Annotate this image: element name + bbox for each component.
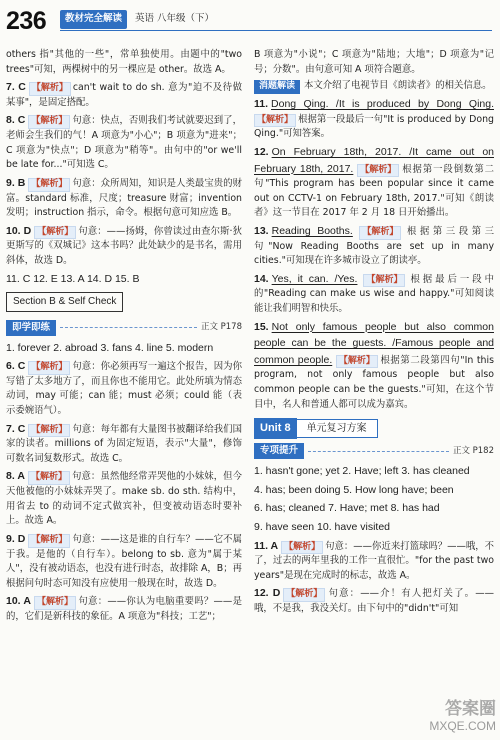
answer-item: 11. A 【解析】 句意：——你近来打篮球吗？——哦，不了，过去的两年里我的工作一直很忙。"for the past two years"是现在完成时的标志，故选 A。: [254, 539, 494, 581]
answer-row-1-5: 1. forever 2. abroad 3. fans 4. line 5. modern: [6, 341, 214, 354]
fill-row: 6. has; cleaned 7. Have; met 8. has had: [254, 502, 440, 515]
answer-item: 7. C 【解析】 can't wait to do sh. 意为"迫不及待做某事"，是固定搭配。: [6, 81, 242, 108]
practice-bar: [6, 320, 242, 336]
answer-item: 9. B 【解析】 句意：众所周知，知识是人类最宝贵的财富。standard 标准，尺度；treasure 财富；invention 发明；instruction 指示，命令。根据句意可知应选 B。: [6, 176, 242, 219]
improvement-label: 专项提升: [254, 443, 304, 459]
reading-summary: 消题解读 本文介绍了电视节目《朗读者》的相关信息。: [254, 79, 494, 94]
bar-divider: [60, 327, 197, 328]
answer-item: 11. Dong Qing. /It is produced by Dong Qing. 【解析】 根据第一段最后一句"It is produced by Dong Qing."可知答案。: [254, 98, 494, 140]
answer-item: 14. Yes, it can. /Yes. 【解析】 根据最后一段中的"Reading can make us wise and happy."可知阅读能让我们明智和快乐。: [254, 272, 495, 315]
right-intro: B 项意为"小说"；C 项意为"陆地；大地"；D 项意为"记号；分数"。由句意可知 A 项符合题意。: [254, 49, 494, 75]
answer-item: 9. D 【解析】 句意：——这是谁的自行车？——它不属于我。是他的（自行车）。belong to sb. 意为"属于某人"，没有被动语态，也没有进行时态，故排除 A，B；再根据问句时态可知没有应使用一般现在时，故选 D。: [6, 532, 242, 589]
watermark-logo: 答案圈 MXQE.COM: [429, 699, 496, 734]
header-band: [60, 10, 214, 29]
left-intro: others 指"其他的一些"，常单独使用。由题中的"two trees"可知，两棵树中的另一棵应是 other。故选 A。: [6, 49, 242, 75]
answer-item: 7. C 【解析】 句意：每年都有大量图书被翻译给我们国家的读者。millions of 为固定短语，表示"大量"，修饰可数名词复数形式。故选 C。: [6, 422, 242, 464]
fill-row: 4. has; been doing 5. How long have; been: [254, 483, 454, 496]
book-title-tag: 教材完全解读: [60, 10, 127, 29]
improvement-bar: [254, 443, 494, 459]
answer-item: 8. A 【解析】 句意：虽然他经常弄哭他的小妹妹，但今天他被他的小妹妹弄哭了。make sb. do sth. 结构中，用省去 to 的动词不定式做宾补，但变被动语态时要补上。故选 A。: [6, 470, 242, 527]
answer-item: 13. Reading Booths. 【解析】 根据第三段第三句"Now Reading Booths are set up in many cities."可知现在许多城市设立了朗读亭。: [254, 224, 495, 267]
answer-row-11-15: 11. C 12. E 13. A 14. D 15. B: [6, 272, 140, 285]
unit-heading: [254, 418, 494, 439]
answer-item: 12. On February 18th, 2017. /It came out on February 18th, 2017. 【解析】 根据第一段倒数第二句"This program has been popular since it came out on CCTV-1 on February 18th, 2017."可知《朗读者》这一节目在 2017 年 2 月 18 日开始播出。: [254, 145, 495, 219]
fill-row: 9. have seen 10. have visited: [254, 520, 391, 533]
page-reference: 正文 P178: [200, 322, 242, 333]
left-column: [6, 48, 242, 627]
reading-label: 消题解读: [254, 80, 300, 94]
answer-item: 10. A 【解析】 句意：——你认为电脑重要吗？——是的，它们是新科技的象征。A 项意为"科技；工艺"；: [6, 595, 242, 622]
answer-item: 8. C 【解析】 句意：快点，否则我们考试就要迟到了，老师会生我们的气！A 项意为"小心"；B 项意为"进来"；C 项意为"快点"；D 项意为"稍等"。由句中的"or we'll be late for..."可知选 C。: [6, 114, 242, 171]
fill-row: 1. hasn't gone; yet 2. Have; left 3. has cleaned: [254, 465, 470, 478]
unit-tag: Unit 8: [254, 418, 297, 439]
book-subject: 英语 八年级（下）: [135, 13, 215, 24]
answer-item: 12. D 【解析】 句意：——介！有人把灯关了。——哦，不是我，我没关灯。由下句中的"didn't"可知: [254, 587, 494, 615]
header-rule: [60, 30, 492, 31]
answer-item: 10. D 【解析】 句意：——扬姆，你曾读过由查尔斯·狄更斯写的《双城记》这本书吗？此处缺少的是书名，需用斜体，故选 D。: [6, 224, 242, 266]
page-number: 236: [6, 7, 47, 35]
answer-item: 6. C 【解析】 句意：你必须再写一遍这个报告，因为你写错了太多地方了，而且你也不能用它。此处所填为情态动词，may 可能；can 能；must 必须；could 能（表示委婉语气）。: [6, 360, 242, 417]
unit-title: 单元复习方案: [297, 419, 378, 439]
practice-label: 即学即练: [6, 320, 56, 336]
page-reference: 正文 P182: [452, 445, 494, 456]
page-header: [0, 0, 500, 44]
section-heading: Section B & Self Check: [6, 292, 123, 312]
right-column: [254, 48, 494, 619]
answer-item: 15. Not only famous people but also common people can be the guests. /Famous people and common people. 【解析】 根据第二段第四句"In this program, not only famous people but also common people can be the guests."可知，在这个节目中，名人和普通人都可以成为嘉宾。: [254, 320, 494, 410]
bar-divider: [308, 451, 449, 452]
